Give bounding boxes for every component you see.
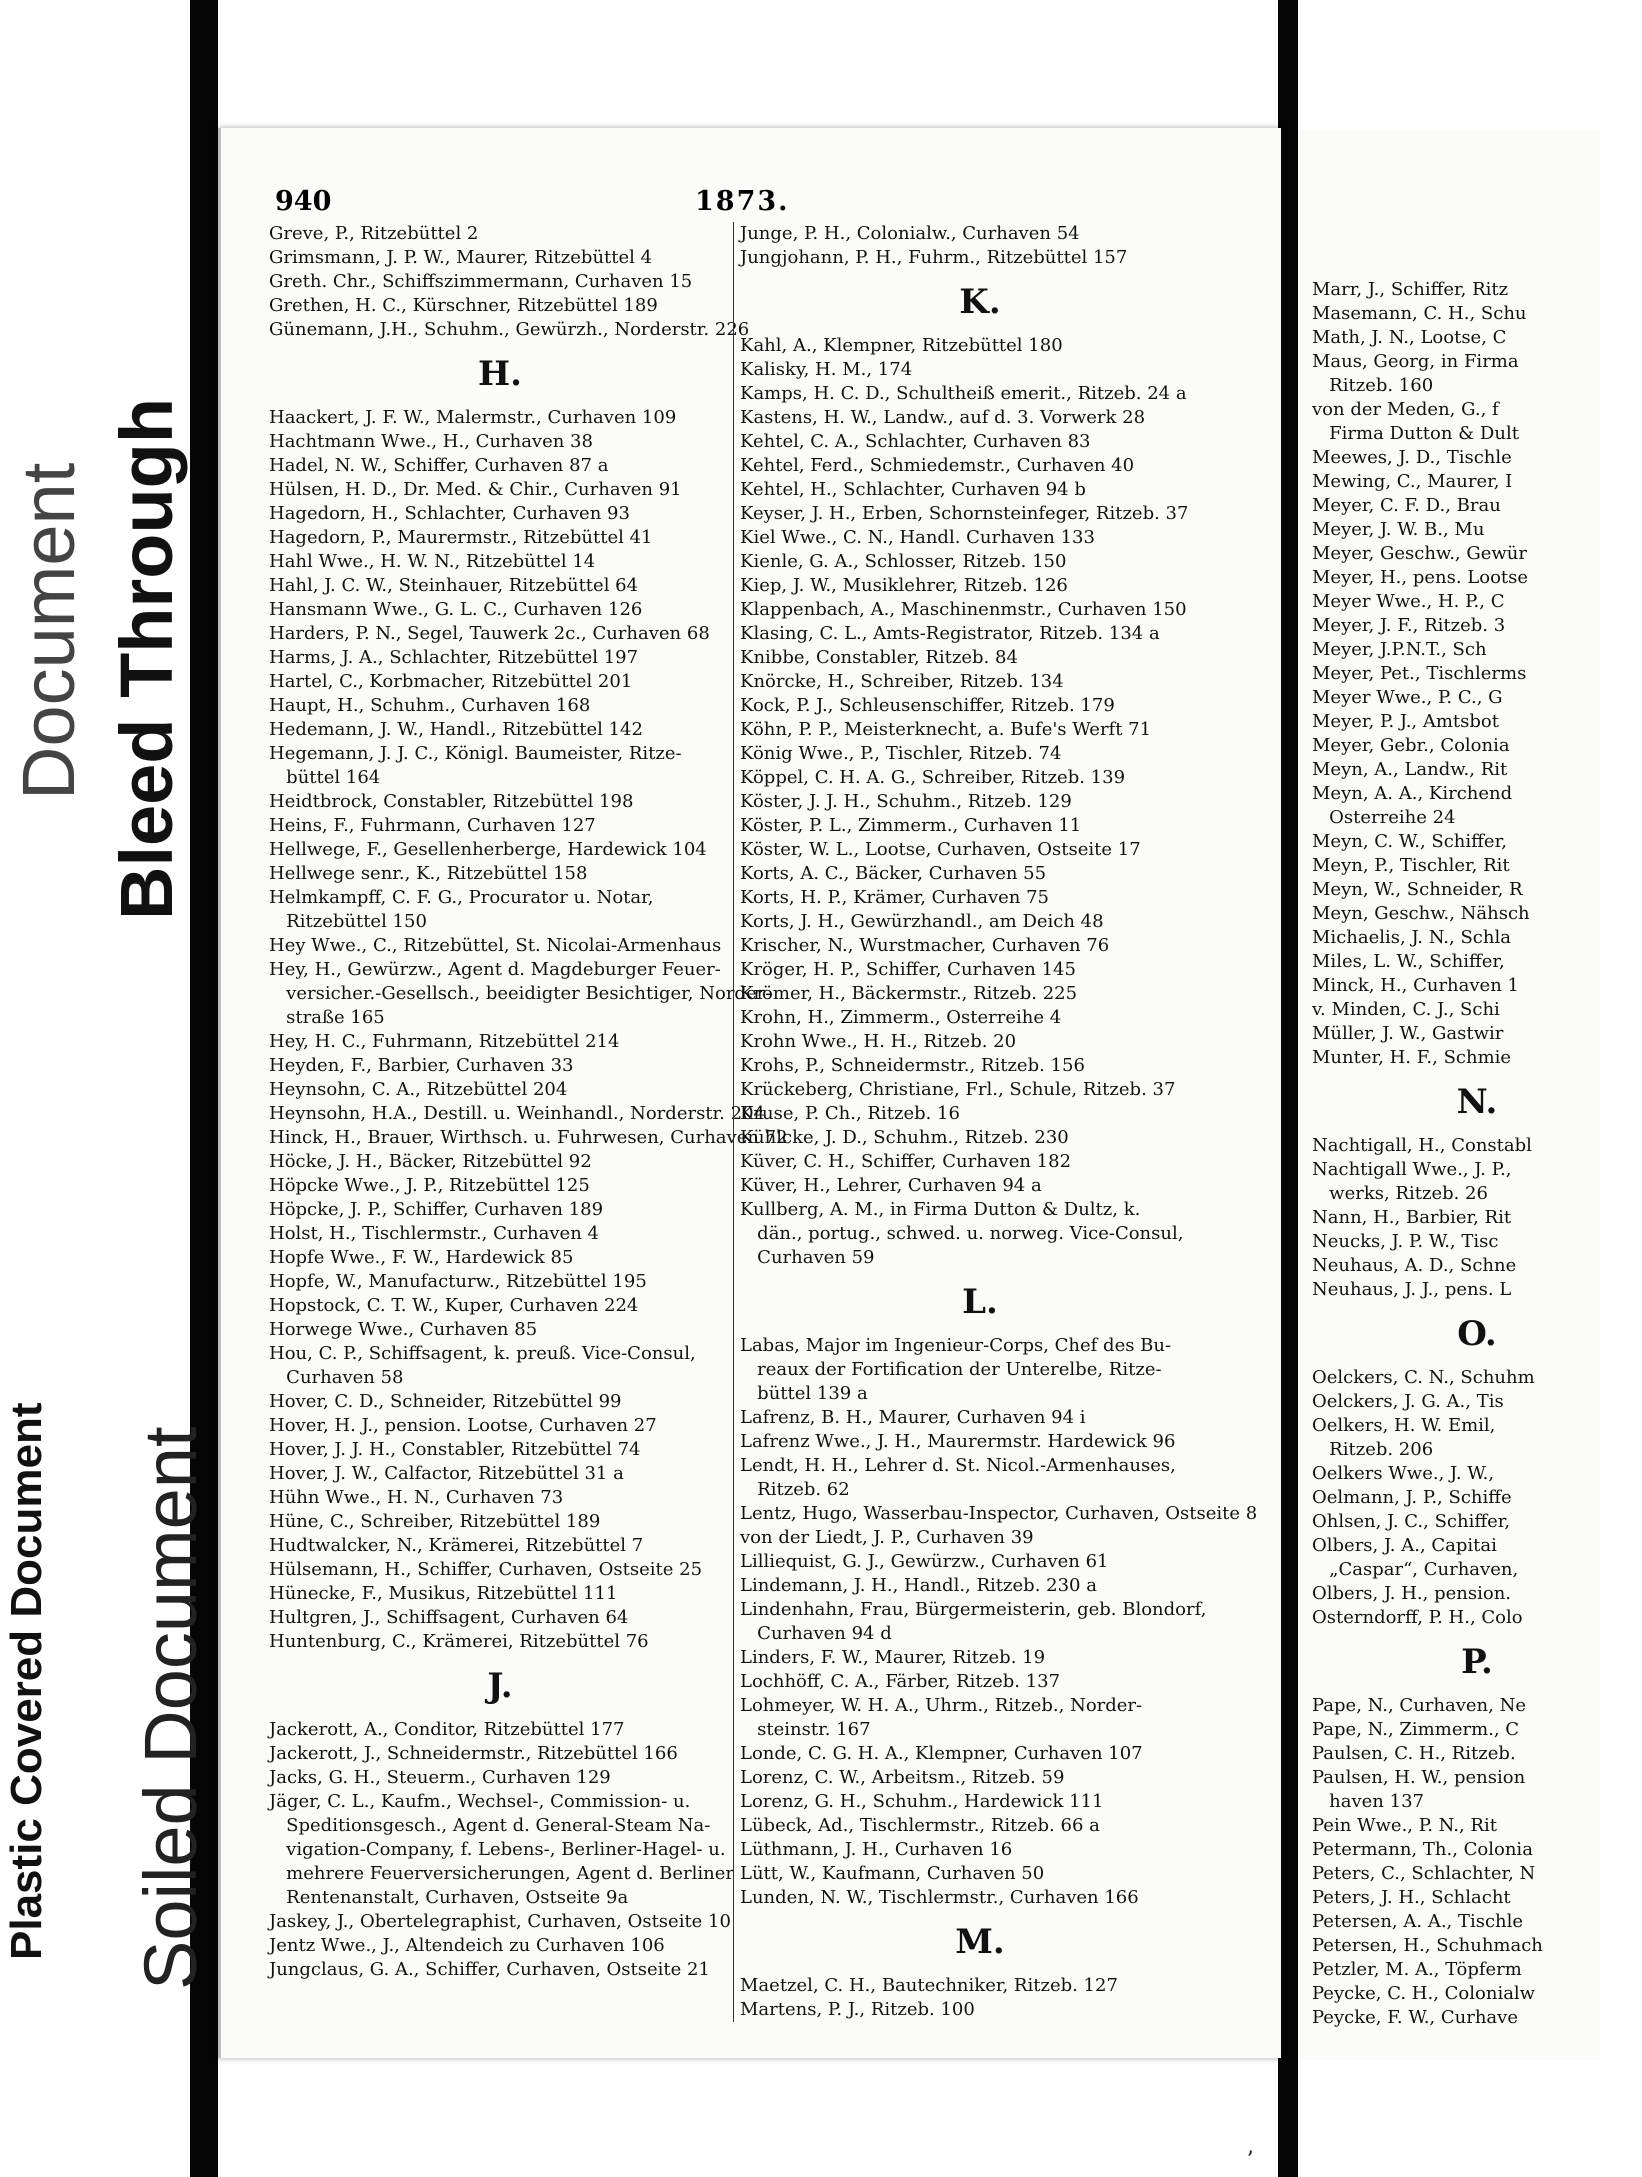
directory-entry: steinstr. 167	[740, 1719, 871, 1740]
directory-entry: Meyn, A. A., Kirchend	[1312, 783, 1513, 804]
directory-entry: Petzler, M. A., Töpferm	[1312, 1959, 1522, 1980]
directory-entry: Klappenbach, A., Maschinenmstr., Curhaven 150	[740, 599, 1187, 620]
directory-entry: Küver, C. H., Schiffer, Curhaven 182	[740, 1151, 1072, 1172]
section-letter: O.	[1457, 1314, 1497, 1354]
directory-entry: Kiep, J. W., Musiklehrer, Ritzeb. 126	[740, 575, 1068, 596]
directory-entry: Hartel, C., Korbmacher, Ritzebüttel 201	[269, 671, 633, 692]
directory-entry: Jacks, G. H., Steuerm., Curhaven 129	[269, 1767, 611, 1788]
directory-entry: Junge, P. H., Colonialw., Curhaven 54	[740, 223, 1080, 244]
directory-entry: Lorenz, C. W., Arbeitsm., Ritzeb. 59	[740, 1767, 1065, 1788]
directory-entry: Jungjohann, P. H., Fuhrm., Ritzebüttel 157	[740, 247, 1128, 268]
directory-entry: Hülsen, H. D., Dr. Med. & Chir., Curhaven 91	[269, 479, 682, 500]
label-bleed-through: Bleed Through	[105, 397, 188, 920]
directory-entry: Michaelis, J. N., Schla	[1312, 927, 1511, 948]
directory-entry: Labas, Major im Ingenieur-Corps, Chef des Bu-	[740, 1335, 1172, 1356]
directory-entry: Harms, J. A., Schlachter, Ritzebüttel 197	[269, 647, 639, 668]
directory-entry: Martens, P. J., Ritzeb. 100	[740, 1999, 975, 2020]
directory-entry: Pein Wwe., P. N., Rit	[1312, 1815, 1497, 1836]
directory-entry: Huntenburg, C., Krämerei, Ritzebüttel 76	[269, 1631, 649, 1652]
directory-entry: vigation-Company, f. Lebens-, Berliner-Hagel- u.	[269, 1839, 726, 1860]
directory-entry: Jaskey, J., Obertelegraphist, Curhaven, Ostseite 10	[269, 1911, 731, 1932]
directory-entry: Jäger, C. L., Kaufm., Wechsel-, Commission- u.	[269, 1791, 691, 1812]
directory-entry: Klasing, C. L., Amts-Registrator, Ritzeb. 134 a	[740, 623, 1160, 644]
directory-entry: Hover, C. D., Schneider, Ritzebüttel 99	[269, 1391, 622, 1412]
directory-entry: Heyden, F., Barbier, Curhaven 33	[269, 1055, 574, 1076]
directory-entry: Meyn, A., Landw., Rit	[1312, 759, 1508, 780]
directory-entry: Hudtwalcker, N., Krämerei, Ritzebüttel 7	[269, 1535, 644, 1556]
directory-entry: Meyer, H., pens. Lootse	[1312, 567, 1529, 588]
directory-entry: Hopstock, C. T. W., Kuper, Curhaven 224	[269, 1295, 639, 1316]
label-plastic-covered: Plastic Covered Document	[2, 1402, 51, 1960]
directory-entry: Oelkers, H. W. Emil,	[1312, 1415, 1496, 1436]
directory-entry: Hou, C. P., Schiffsagent, k. preuß. Vice-Consul,	[269, 1343, 696, 1364]
directory-entry: Curhaven 58	[269, 1367, 404, 1388]
directory-entry: Heynsohn, H.A., Destill. u. Weinhandl., Norderstr. 204	[269, 1103, 765, 1124]
page-header	[275, 186, 1255, 222]
directory-entry: Hahl Wwe., H. W. N., Ritzebüttel 14	[269, 551, 596, 572]
directory-entry: Pape, N., Zimmerm., C	[1312, 1719, 1520, 1740]
directory-entry: Grethen, H. C., Kürschner, Ritzebüttel 189	[269, 295, 658, 316]
directory-entry: Kröger, H. P., Schiffer, Curhaven 145	[740, 959, 1076, 980]
directory-entry: Günemann, J.H., Schuhm., Gewürzh., Norderstr. 226	[269, 319, 750, 340]
directory-entry: Kahl, A., Klempner, Ritzebüttel 180	[740, 335, 1063, 356]
directory-entry: Korts, J. H., Gewürzhandl., am Deich 48	[740, 911, 1104, 932]
directory-entry: Kruse, P. Ch., Ritzeb. 16	[740, 1103, 960, 1124]
directory-entry: Kock, P. J., Schleusenschiffer, Ritzeb. 179	[740, 695, 1115, 716]
directory-entry: Krischer, N., Wurstmacher, Curhaven 76	[740, 935, 1110, 956]
directory-entry: Lüthmann, J. H., Curhaven 16	[740, 1839, 1013, 1860]
directory-entry: Meyn, Geschw., Nähsch	[1312, 903, 1530, 924]
section-letter: H.	[478, 354, 522, 394]
directory-entry: Helmkampff, C. F. G., Procurator u. Notar,	[269, 887, 654, 908]
directory-entry: Greth. Chr., Schiffszimmermann, Curhaven 15	[269, 271, 693, 292]
directory-entry: Maetzel, C. H., Bautechniker, Ritzeb. 127	[740, 1975, 1118, 1996]
directory-entry: Küver, H., Lehrer, Curhaven 94 a	[740, 1175, 1042, 1196]
directory-entry: Hahl, J. C. W., Steinhauer, Ritzebüttel 64	[269, 575, 639, 596]
directory-entry: Hopfe, W., Manufacturw., Ritzebüttel 195	[269, 1271, 647, 1292]
directory-entry: Krohn, H., Zimmerm., Osterreihe 4	[740, 1007, 1062, 1028]
directory-entry: Hultgren, J., Schiffsagent, Curhaven 64	[269, 1607, 629, 1628]
directory-entry: Hegemann, J. J. C., Königl. Baumeister, Ritze-	[269, 743, 682, 764]
directory-entry: Lindenhahn, Frau, Bürgermeisterin, geb. Blondorf,	[740, 1599, 1207, 1620]
directory-entry: Meyn, P., Tischler, Rit	[1312, 855, 1510, 876]
directory-entry: Peters, C., Schlachter, N	[1312, 1863, 1536, 1884]
directory-entry: Minck, H., Curhaven 1	[1312, 975, 1519, 996]
directory-entry: Kastens, H. W., Landw., auf d. 3. Vorwerk 28	[740, 407, 1146, 428]
section-letter: J.	[487, 1666, 513, 1706]
directory-entry: Meyn, C. W., Schiffer,	[1312, 831, 1507, 852]
scan-black-strip-gutter	[1278, 0, 1298, 2177]
directory-page-left	[218, 128, 1281, 2173]
directory-entry: Pape, N., Curhaven, Ne	[1312, 1695, 1526, 1716]
directory-entry: Lunden, N. W., Tischlermstr., Curhaven 166	[740, 1887, 1139, 1908]
directory-entry: Lütt, W., Kaufmann, Curhaven 50	[740, 1863, 1045, 1884]
directory-entry: Hellwege, F., Gesellenherberge, Hardewick 104	[269, 839, 707, 860]
directory-entry: Lindemann, J. H., Handl., Ritzeb. 230 a	[740, 1575, 1097, 1596]
directory-entry: Kehtel, H., Schlachter, Curhaven 94 b	[740, 479, 1086, 500]
directory-entry: Krömer, H., Bäckermstr., Ritzeb. 225	[740, 983, 1078, 1004]
directory-entry: Curhaven 94 d	[740, 1623, 892, 1644]
directory-entry: von der Meden, G., f	[1312, 399, 1499, 420]
directory-entry: Hüne, C., Schreiber, Ritzebüttel 189	[269, 1511, 601, 1532]
directory-entry: reaux der Fortification der Unterelbe, Ritze-	[740, 1359, 1162, 1380]
directory-entry: Hey, H. C., Fuhrmann, Ritzebüttel 214	[269, 1031, 620, 1052]
directory-entry: v. Minden, C. J., Schi	[1312, 999, 1500, 1020]
directory-entry: Peycke, C. H., Colonialw	[1312, 1983, 1536, 2004]
directory-entry: Kehtel, Ferd., Schmiedemstr., Curhaven 40	[740, 455, 1135, 476]
directory-column-2	[733, 222, 1258, 2022]
directory-entry: Olbers, J. H., pension.	[1312, 1583, 1512, 1604]
directory-entry: Nann, H., Barbier, Rit	[1312, 1207, 1512, 1228]
directory-entry: Korts, H. P., Krämer, Curhaven 75	[740, 887, 1049, 908]
directory-entry: Jackerott, A., Conditor, Ritzebüttel 177	[269, 1719, 625, 1740]
directory-page-right	[1298, 130, 1600, 2060]
directory-entry: Kehtel, C. A., Schlachter, Curhaven 83	[740, 431, 1091, 452]
directory-entry: Krohn Wwe., H. H., Ritzeb. 20	[740, 1031, 1017, 1052]
directory-entry: Meyer, J.P.N.T., Sch	[1312, 639, 1487, 660]
directory-entry: Oelmann, J. P., Schiffe	[1312, 1487, 1512, 1508]
directory-entry: von der Liedt, J. P., Curhaven 39	[740, 1527, 1034, 1548]
directory-entry: Kühlcke, J. D., Schuhm., Ritzeb. 230	[740, 1127, 1069, 1148]
directory-entry: Haupt, H., Schuhm., Curhaven 168	[269, 695, 591, 716]
directory-entry: Neuhaus, A. D., Schne	[1312, 1255, 1517, 1276]
directory-entry: haven 137	[1312, 1791, 1424, 1812]
directory-entry: Marr, J., Schiffer, Ritz	[1312, 279, 1509, 300]
directory-entry: Lilliequist, G. J., Gewürzw., Curhaven 61	[740, 1551, 1109, 1572]
directory-entry: Petersen, A. A., Tischle	[1312, 1911, 1524, 1932]
directory-entry: Harders, P. N., Segel, Tauwerk 2c., Curhaven 68	[269, 623, 710, 644]
directory-entry: Speditionsgesch., Agent d. General-Steam Na-	[269, 1815, 711, 1836]
page-number: 940	[275, 186, 332, 217]
directory-entry: Neucks, J. P. W., Tisc	[1312, 1231, 1499, 1252]
directory-entry: dän., portug., schwed. u. norweg. Vice-Consul,	[740, 1223, 1184, 1244]
directory-entry: Lübeck, Ad., Tischlermstr., Ritzeb. 66 a	[740, 1815, 1100, 1836]
directory-entry: Lendt, H. H., Lehrer d. St. Nicol.-Armenhauses,	[740, 1455, 1176, 1476]
directory-entry: Kalisky, H. M., 174	[740, 359, 913, 380]
directory-entry: Hover, J. J. H., Constabler, Ritzebüttel 74	[269, 1439, 641, 1460]
directory-entry: Meyer Wwe., H. P., C	[1312, 591, 1505, 612]
directory-entry: Osterreihe 24	[1312, 807, 1456, 828]
directory-entry: Hopfe Wwe., F. W., Hardewick 85	[269, 1247, 574, 1268]
directory-entry: Masemann, C. H., Schu	[1312, 303, 1527, 324]
directory-entry: Hey, H., Gewürzw., Agent d. Magdeburger Feuer-	[269, 959, 721, 980]
directory-entry: Ohlsen, J. C., Schiffer,	[1312, 1511, 1511, 1532]
directory-entry: Oelckers, J. G. A., Tis	[1312, 1391, 1504, 1412]
directory-entry: Ritzeb. 160	[1312, 375, 1434, 396]
directory-entry: Petersen, H., Schuhmach	[1312, 1935, 1543, 1956]
directory-entry: büttel 139 a	[740, 1383, 868, 1404]
directory-entry: Olbers, J. A., Capitai	[1312, 1535, 1497, 1556]
directory-entry: Korts, A. C., Bäcker, Curhaven 55	[740, 863, 1047, 884]
directory-entry: Lochhöff, C. A., Färber, Ritzeb. 137	[740, 1671, 1061, 1692]
directory-entry: Greve, P., Ritzebüttel 2	[269, 223, 479, 244]
directory-entry: Müller, J. W., Gastwir	[1312, 1023, 1504, 1044]
section-letter: L.	[962, 1282, 998, 1322]
directory-entry: straße 165	[269, 1007, 385, 1028]
directory-entry: Horwege Wwe., Curhaven 85	[269, 1319, 538, 1340]
directory-entry: Hachtmann Wwe., H., Curhaven 38	[269, 431, 593, 452]
directory-entry: Miles, L. W., Schiffer,	[1312, 951, 1505, 972]
directory-entry: Hover, J. W., Calfactor, Ritzebüttel 31 a	[269, 1463, 624, 1484]
directory-entry: Knibbe, Constabler, Ritzeb. 84	[740, 647, 1018, 668]
directory-entry: Petermann, Th., Colonia	[1312, 1839, 1533, 1860]
directory-entry: Höpcke, J. P., Schiffer, Curhaven 189	[269, 1199, 604, 1220]
directory-entry: Jentz Wwe., J., Altendeich zu Curhaven 106	[269, 1935, 665, 1956]
directory-entry: Meyer, J. W. B., Mu	[1312, 519, 1485, 540]
directory-entry: Ritzeb. 206	[1312, 1439, 1434, 1460]
directory-entry: Oelckers, C. N., Schuhm	[1312, 1367, 1535, 1388]
directory-entry: Oelkers Wwe., J. W.,	[1312, 1463, 1495, 1484]
directory-entry: Osterndorff, P. H., Colo	[1312, 1607, 1523, 1628]
label-document: Document	[7, 462, 90, 800]
section-letter: M.	[955, 1922, 1005, 1962]
directory-entry: Meewes, J. D., Tischle	[1312, 447, 1512, 468]
label-soiled: Soiled Document	[129, 1426, 212, 1990]
directory-entry: Hellwege senr., K., Ritzebüttel 158	[269, 863, 588, 884]
directory-entry: Lentz, Hugo, Wasserbau-Inspector, Curhaven, Ostseite 8	[740, 1503, 1258, 1524]
directory-entry: Heins, F., Fuhrmann, Curhaven 127	[269, 815, 596, 836]
directory-entry: Meyer, J. F., Ritzeb. 3	[1312, 615, 1506, 636]
directory-entry: Heidtbrock, Constabler, Ritzebüttel 198	[269, 791, 634, 812]
directory-entry: Neuhaus, J. J., pens. L	[1312, 1279, 1512, 1300]
directory-entry: Maus, Georg, in Firma	[1312, 351, 1519, 372]
directory-entry: Meyer, P. J., Amtsbot	[1312, 711, 1499, 732]
directory-entry: Kullberg, A. M., in Firma Dutton & Dultz, k.	[740, 1199, 1141, 1220]
directory-entry: Hagedorn, P., Maurermstr., Ritzebüttel 41	[269, 527, 653, 548]
directory-entry: büttel 164	[269, 767, 381, 788]
directory-entry: Meyer, Geschw., Gewür	[1312, 543, 1527, 564]
directory-entry: Linders, F. W., Maurer, Ritzeb. 19	[740, 1647, 1046, 1668]
directory-entry: Hansmann Wwe., G. L. C., Curhaven 126	[269, 599, 643, 620]
directory-entry: Mewing, C., Maurer, I	[1312, 471, 1513, 492]
directory-entry: Heynsohn, C. A., Ritzebüttel 204	[269, 1079, 568, 1100]
page-year: 1873.	[695, 186, 790, 217]
directory-entry: Nachtigall Wwe., J. P.,	[1312, 1159, 1512, 1180]
directory-entry: Paulsen, H. W., pension	[1312, 1767, 1526, 1788]
directory-entry: versicher.-Gesellsch., beeidigter Besichtiger, Norder-	[269, 983, 772, 1004]
directory-entry: Peycke, F. W., Curhave	[1312, 2007, 1518, 2028]
directory-entry: Kiel Wwe., C. N., Handl. Curhaven 133	[740, 527, 1095, 548]
directory-entry: Kienle, G. A., Schlosser, Ritzeb. 150	[740, 551, 1067, 572]
section-letter: K.	[959, 282, 1001, 322]
directory-entry: Rentenanstalt, Curhaven, Ostseite 9a	[269, 1887, 629, 1908]
directory-entry: Köster, J. J. H., Schuhm., Ritzeb. 129	[740, 791, 1072, 812]
directory-entry: Hülsemann, H., Schiffer, Curhaven, Ostseite 25	[269, 1559, 703, 1580]
directory-entry: Firma Dutton & Dult	[1312, 423, 1519, 444]
directory-entry: Meyer, Gebr., Colonia	[1312, 735, 1510, 756]
directory-entry: werks, Ritzeb. 26	[1312, 1183, 1488, 1204]
directory-entry: Ritzebüttel 150	[269, 911, 427, 932]
section-letter: P.	[1461, 1642, 1493, 1682]
directory-entry: Knörcke, H., Schreiber, Ritzeb. 134	[740, 671, 1064, 692]
directory-entry: Ritzeb. 62	[740, 1479, 850, 1500]
directory-entry: Hinck, H., Brauer, Wirthsch. u. Fuhrwesen, Curhaven 72	[269, 1127, 788, 1148]
directory-entry: Lorenz, G. H., Schuhm., Hardewick 111	[740, 1791, 1104, 1812]
directory-entry: Grimsmann, J. P. W., Maurer, Ritzebüttel 4	[269, 247, 653, 268]
directory-entry: Köhn, P. P., Meisterknecht, a. Bufe's Werft 71	[740, 719, 1152, 740]
directory-entry: Londe, C. G. H. A., Klempner, Curhaven 107	[740, 1743, 1143, 1764]
directory-entry: Hey Wwe., C., Ritzebüttel, St. Nicolai-Armenhaus	[269, 935, 722, 956]
directory-entry: Hühn Wwe., H. N., Curhaven 73	[269, 1487, 564, 1508]
directory-entry: Lafrenz Wwe., J. H., Maurermstr. Hardewick 96	[740, 1431, 1176, 1452]
directory-entry: „Caspar“, Curhaven,	[1312, 1559, 1519, 1580]
ink-blot: ʼ	[1246, 2148, 1253, 2173]
directory-entry: Krückeberg, Christiane, Frl., Schule, Ritzeb. 37	[740, 1079, 1176, 1100]
directory-entry: Lafrenz, B. H., Maurer, Curhaven 94 i	[740, 1407, 1086, 1428]
directory-entry: Köster, W. L., Lootse, Curhaven, Ostseite 17	[740, 839, 1141, 860]
directory-entry: Hedemann, J. W., Handl., Ritzebüttel 142	[269, 719, 643, 740]
directory-entry: Jungclaus, G. A., Schiffer, Curhaven, Ostseite 21	[269, 1959, 710, 1980]
directory-entry: Höpcke Wwe., J. P., Ritzebüttel 125	[269, 1175, 590, 1196]
directory-entry: Haackert, J. F. W., Malermstr., Curhaven 109	[269, 407, 677, 428]
directory-entry: Hünecke, F., Musikus, Ritzebüttel 111	[269, 1583, 618, 1604]
directory-entry: Köppel, C. H. A. G., Schreiber, Ritzeb. 139	[740, 767, 1126, 788]
directory-entry: Meyer Wwe., P. C., G	[1312, 687, 1503, 708]
directory-entry: Höcke, J. H., Bäcker, Ritzebüttel 92	[269, 1151, 592, 1172]
directory-entry: Nachtigall, H., Constabl	[1312, 1135, 1532, 1156]
directory-entry: König Wwe., P., Tischler, Ritzeb. 74	[740, 743, 1062, 764]
directory-entry: Munter, H. F., Schmie	[1312, 1047, 1512, 1068]
directory-entry: mehrere Feuerversicherungen, Agent d. Berliner	[269, 1863, 735, 1884]
directory-entry: Lohmeyer, W. H. A., Uhrm., Ritzeb., Norder-	[740, 1695, 1143, 1716]
directory-entry: Hagedorn, H., Schlachter, Curhaven 93	[269, 503, 630, 524]
directory-entry: Krohs, P., Schneidermstr., Ritzeb. 156	[740, 1055, 1085, 1076]
directory-entry: Holst, H., Tischlermstr., Curhaven 4	[269, 1223, 599, 1244]
directory-entry: Jackerott, J., Schneidermstr., Ritzebüttel 166	[269, 1743, 678, 1764]
directory-entry: Hadel, N. W., Schiffer, Curhaven 87 a	[269, 455, 609, 476]
directory-entry: Hover, H. J., pension. Lootse, Curhaven 27	[269, 1415, 657, 1436]
directory-entry: Meyer, C. F. D., Brau	[1312, 495, 1501, 516]
directory-entry: Peters, J. H., Schlacht	[1312, 1887, 1511, 1908]
directory-entry: Kamps, H. C. D., Schultheiß emerit., Ritzeb. 24 a	[740, 383, 1187, 404]
directory-entry: Köster, P. L., Zimmerm., Curhaven 11	[740, 815, 1082, 836]
directory-entry: Meyer, Pet., Tischlerms	[1312, 663, 1527, 684]
directory-entry: Keyser, J. H., Erben, Schornsteinfeger, Ritzeb. 37	[740, 503, 1189, 524]
directory-entry: Curhaven 59	[740, 1247, 875, 1268]
directory-column-3	[1312, 278, 1642, 2030]
section-letter: N.	[1456, 1082, 1498, 1122]
directory-column-1	[269, 222, 788, 1982]
directory-entry: Paulsen, C. H., Ritzeb.	[1312, 1743, 1516, 1764]
directory-entry: Meyn, W., Schneider, R	[1312, 879, 1523, 900]
directory-entry: Math, J. N., Lootse, C	[1312, 327, 1507, 348]
